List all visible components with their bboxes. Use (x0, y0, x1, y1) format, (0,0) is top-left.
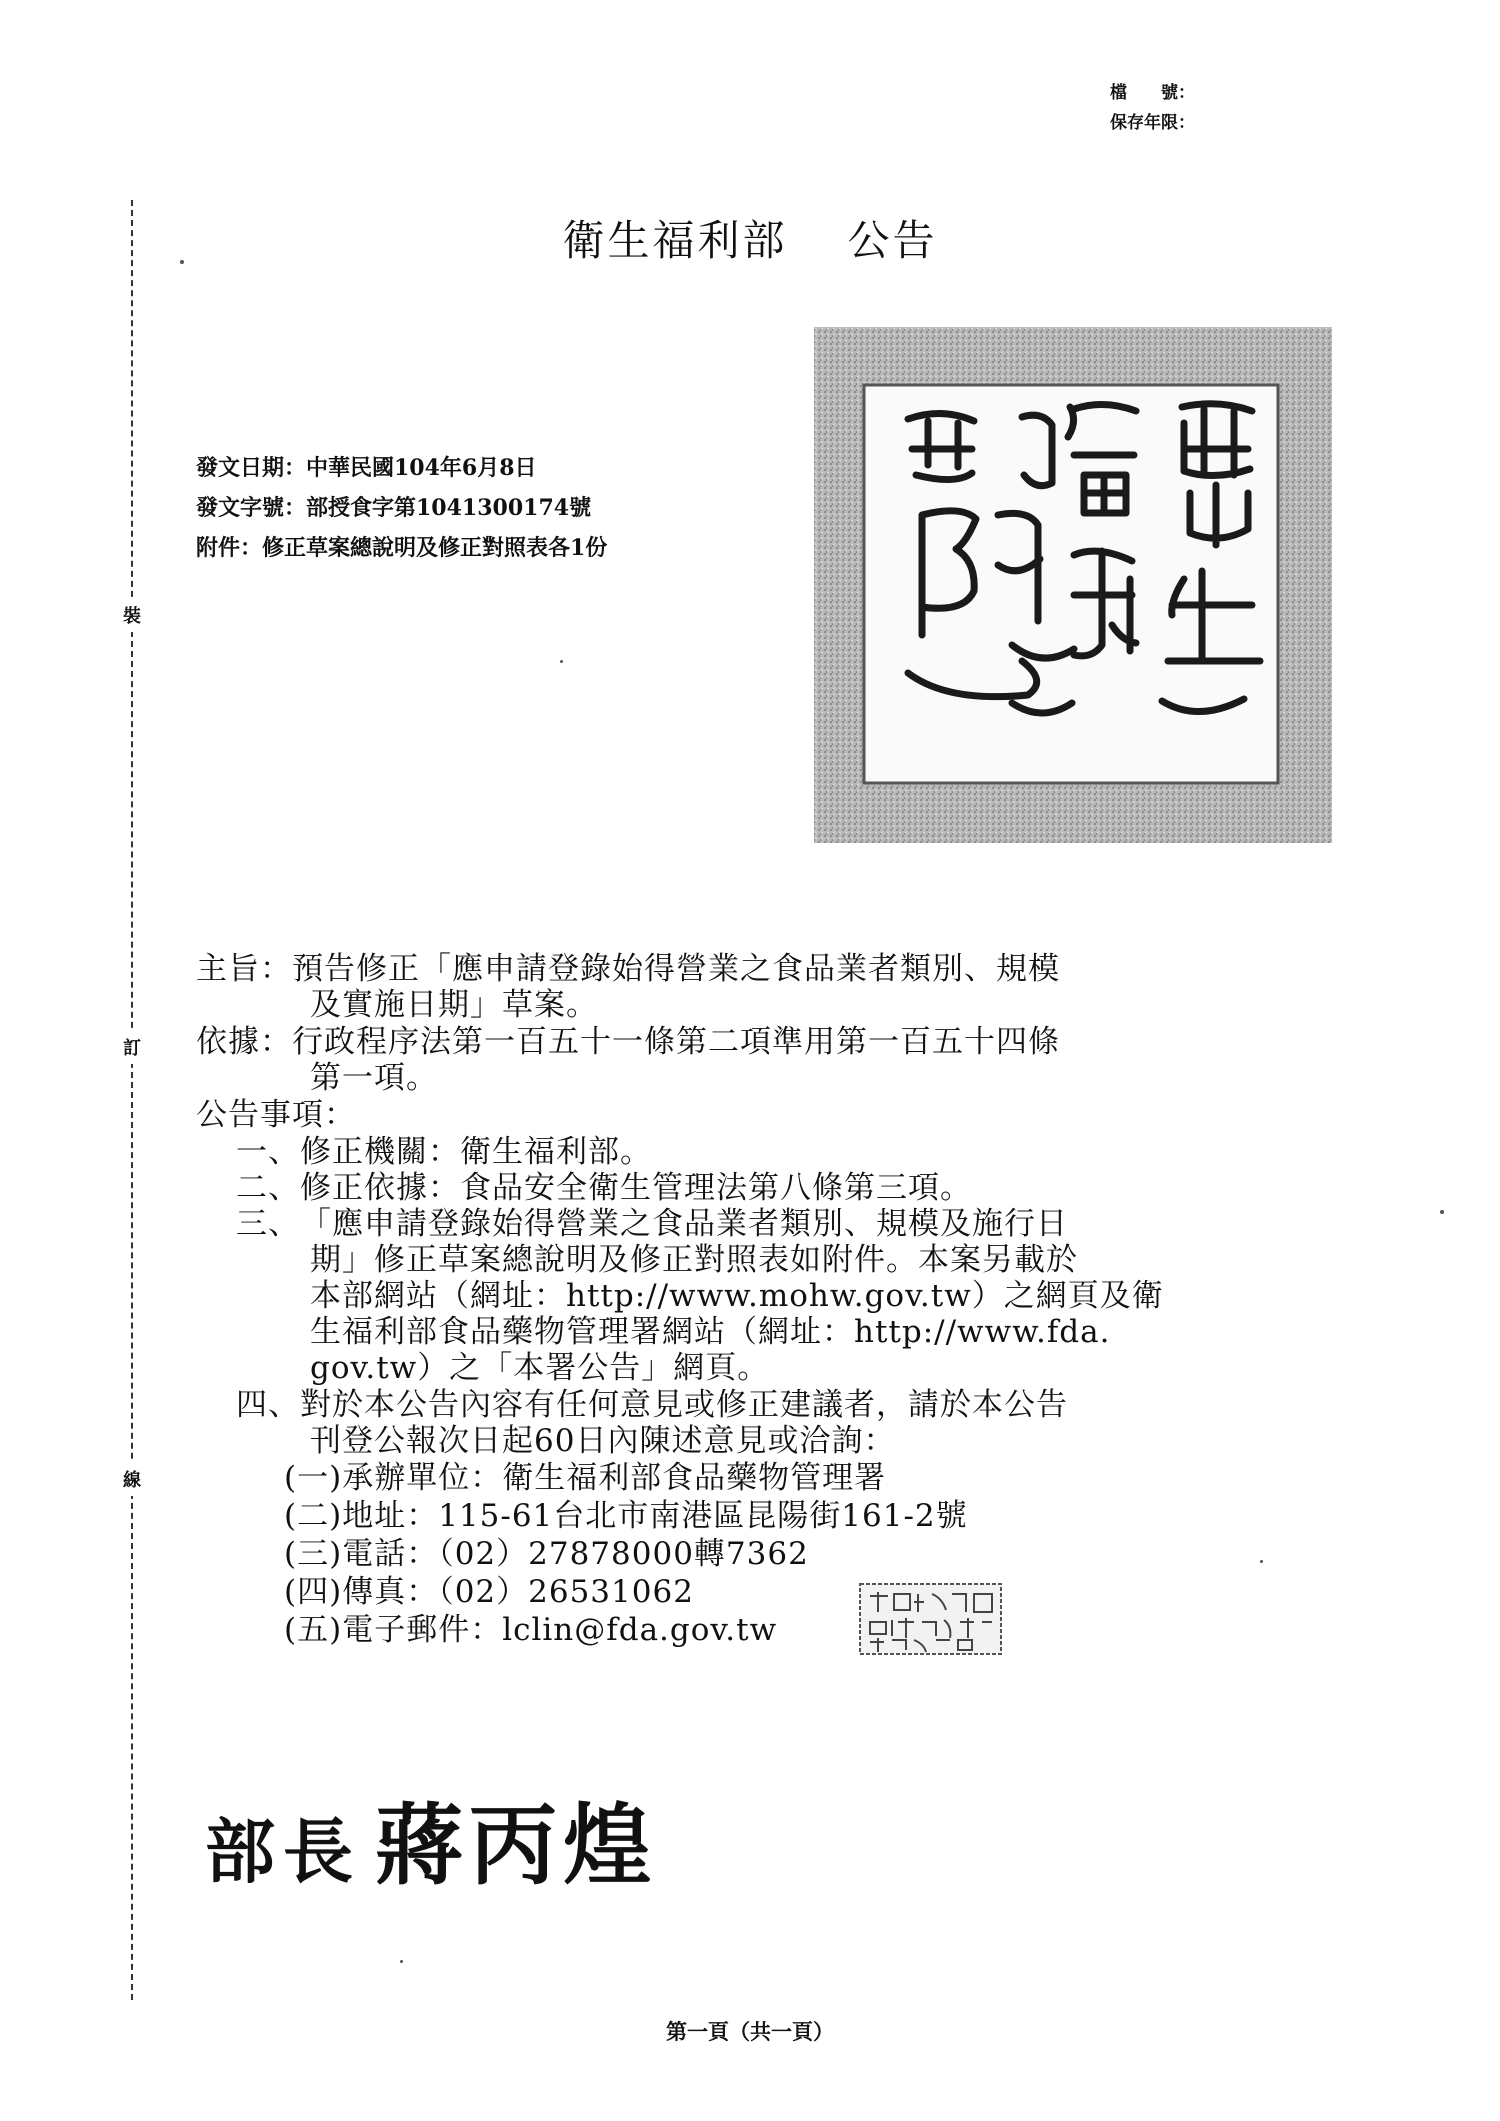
bind-label-zhuang: 裝 (118, 598, 146, 632)
item-2-text: 修正依據：食品安全衛生管理法第八條第三項。 (300, 1170, 972, 1206)
item-3-text-4: 生福利部食品藥物管理署網站（網址：http://www.fda. (310, 1314, 1111, 1350)
file-number-label: 檔 號： (1110, 83, 1195, 103)
contact-phone: (三)電話：（02）27878000轉7362 (284, 1536, 809, 1572)
page-number: 第一頁（共一頁） (666, 2019, 834, 2044)
binding-margin-line (131, 200, 133, 2000)
retention-period-label: 保存年限： (1110, 113, 1195, 133)
issue-date: 發文日期：中華民國104年6月8日 (196, 455, 537, 481)
item-3-text-3: 本部網站（網址：http://www.mohw.gov.tw）之網頁及衛 (310, 1278, 1164, 1314)
item-3-text-1: 「應申請登錄始得營業之食品業者類別、規模及施行日 (300, 1206, 1068, 1242)
item-3-text-5: gov.tw）之「本署公告」網頁。 (310, 1350, 770, 1386)
document-number: 發文字號：部授食字第1041300174號 (196, 495, 592, 521)
item-1-text: 修正機關：衛生福利部。 (300, 1134, 652, 1170)
document-type: 公告 (847, 216, 938, 265)
item-2-label: 二、 (236, 1170, 300, 1206)
subject-text-1: 預告修正「應申請登錄始得營業之食品業者類別、規模 (292, 951, 1060, 987)
signature-name: 蔣丙煌 (375, 1793, 658, 1897)
document-meta (196, 448, 607, 568)
item-4-text-1: 對於本公告內容有任何意見或修正建議者，請於本公告 (300, 1387, 1068, 1423)
contact-unit: (一)承辦單位：衛生福利部食品藥物管理署 (284, 1460, 887, 1496)
notice-heading: 公告事項： (196, 1097, 356, 1133)
official-seal (812, 325, 1334, 845)
proofreading-stamp (858, 1582, 1003, 1656)
attachment-note: 附件：修正草案總說明及修正對照表各1份 (196, 535, 608, 561)
signature-title: 部長 (205, 1810, 361, 1893)
item-1-label: 一、 (236, 1134, 300, 1170)
basis-label: 依據： (196, 1024, 292, 1060)
subject-text-2: 及實施日期」草案。 (310, 987, 598, 1023)
item-3-label: 三、 (236, 1206, 300, 1242)
agency-name: 衛生福利部 (562, 216, 788, 265)
bind-label-xian: 線 (118, 1462, 146, 1496)
item-3-text-2: 期」修正草案總說明及修正對照表如附件。本案另載於 (310, 1242, 1078, 1278)
filing-info (1110, 78, 1195, 138)
contact-address: (二)地址：115-61台北市南港區昆陽街161-2號 (284, 1498, 968, 1534)
item-4-label: 四、 (236, 1387, 300, 1423)
page-title (0, 208, 1500, 268)
basis-text-2: 第一項。 (310, 1060, 438, 1096)
item-4-text-2: 刊登公報次日起60日內陳述意見或洽詢： (310, 1423, 896, 1459)
subject-label: 主旨： (196, 951, 292, 987)
contact-email: (五)電子郵件：lclin@fda.gov.tw (284, 1612, 778, 1648)
minister-signature (205, 1776, 657, 1902)
bind-label-ding: 訂 (118, 1030, 146, 1064)
basis-text-1: 行政程序法第一百五十一條第二項準用第一百五十四條 (292, 1024, 1060, 1060)
contact-fax: (四)傳真：（02）26531062 (284, 1574, 694, 1610)
